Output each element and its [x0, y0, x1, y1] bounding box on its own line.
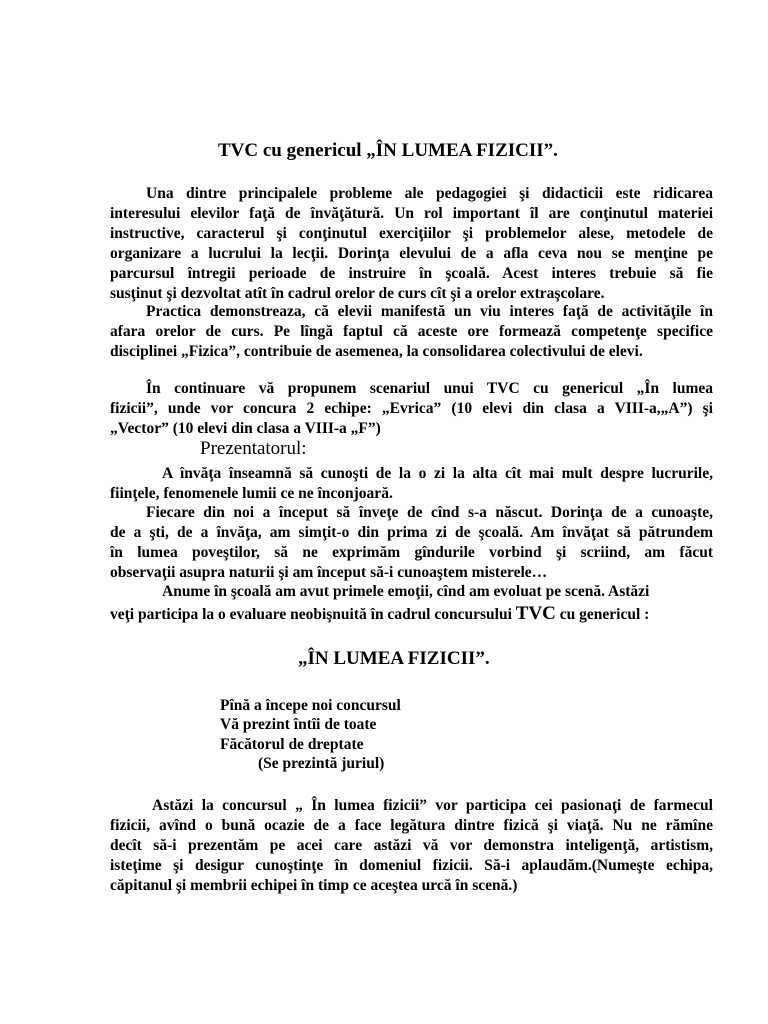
generic-title: „ÎN LUMEA FIZICII”. [298, 648, 490, 669]
paragraph-line: fiinţele, fenomenele lumii ce ne înconjoară. [110, 485, 393, 502]
competition-line-end: cu genericul : [555, 606, 650, 623]
paragraph-line: Astăzi la concursul „ În lumea fizicii” vor participa cei pasionaţi de farmecul [152, 797, 713, 814]
paragraph-line: disciplinei „Fizica”, contribuie de asemenea, la consolidarea colectivului de elevi. [110, 343, 643, 360]
presenter-heading: Prezentatorul: [200, 438, 307, 459]
paragraph-line: interesului elevilor faţă de învăţătură. Un rol important îl are conţinutul materiei [110, 205, 713, 222]
paragraph-line: afara orelor de curs. Pe lîngă faptul că aceste ore formează competenţe specifice [110, 323, 713, 340]
poem-line: Făcătorul de dreptate [220, 736, 364, 753]
competition-line-start: veţi participa la o evaluare neobişnuită în cadrul concursului [110, 606, 516, 623]
paragraph-line: Fiecare din noi a început să înveţe de cînd s-a născut. Dorinţa de a cunoaşte, [146, 504, 713, 521]
paragraph-line: Una dintre principalele probleme ale pedagogiei şi didacticii este ridicarea [146, 185, 713, 202]
paragraph-line: fizicii, avînd o bună ocazie de a face legătura dintre fizică şi viaţă. Nu ne rămîne [110, 817, 713, 834]
paragraph-line: „Vector” (10 elevi din clasa a VIII-a „F”) [110, 420, 381, 437]
paragraph-line: instructive, caracterul şi conţinutul exerciţiilor şi problemelor alese, metodele de [110, 225, 713, 242]
tvc-label: TVC [515, 603, 556, 624]
competition-line [110, 604, 649, 625]
paragraph-line: isteţime şi desigur cunoştinţe în domeniul fizicii. Să-i aplaudăm.(Numeşte echipa, [110, 857, 713, 874]
paragraph-line: fizicii”, unde vor concura 2 echipe: „Evrica” (10 elevi din clasa a VIII-a,„A”) şi [110, 400, 713, 417]
paragraph-line: de a şti, de a învăţa, am simţit-o din prima zi de şcoală. Am învăţat să pătrundem [110, 524, 713, 541]
document-title: TVC cu genericul „ÎN LUMEA FIZICII”. [218, 140, 558, 161]
paragraph-line: organizare a lucrului la lecţii. Dorinţa elevului de a afla ceva nou se menţine pe [110, 245, 713, 262]
paragraph-line: căpitanul şi membrii echipei în timp ce aceştea urcă în scenă.) [110, 877, 518, 894]
paragraph-line: susţinut şi dezvoltat atît în cadrul orelor de curs cît şi a orelor extraşcolare. [110, 285, 605, 302]
paragraph-line: observaţii asupra naturii şi am început să-i cunoaştem misterele… [110, 564, 548, 581]
paragraph-line: parcursul întregii perioade de instruire în şcoală. Acest interes trebuie să fie [110, 265, 713, 282]
paragraph-line: în lumea poveştilor, să ne exprimăm gîndurile vorbind şi scriind, am făcut [110, 544, 713, 561]
poem-line: Pînă a începe noi concursul [220, 697, 401, 714]
poem-line: Vă prezint întîi de toate [220, 716, 377, 733]
paragraph-line: decît să-i prezentăm pe acei care astăzi vă vor demonstra inteligenţă, artistism, [110, 837, 713, 854]
paragraph-line: Practica demonstreaza, că elevii manifestă un viu interes faţă de activităţile în [146, 303, 713, 320]
stage-direction: (Se prezintă juriul) [258, 755, 385, 772]
paragraph-line: A învăţa înseamnă să cunoşti de la o zi la alta cît mai mult despre lucrurile, [162, 465, 713, 482]
paragraph-line: Anume în şcoală am avut primele emoţii, cînd am evoluat pe scenă. Astăzi [162, 583, 650, 600]
paragraph-line: În continuare vă propunem scenariul unui TVC cu genericul „În lumea [146, 380, 713, 397]
